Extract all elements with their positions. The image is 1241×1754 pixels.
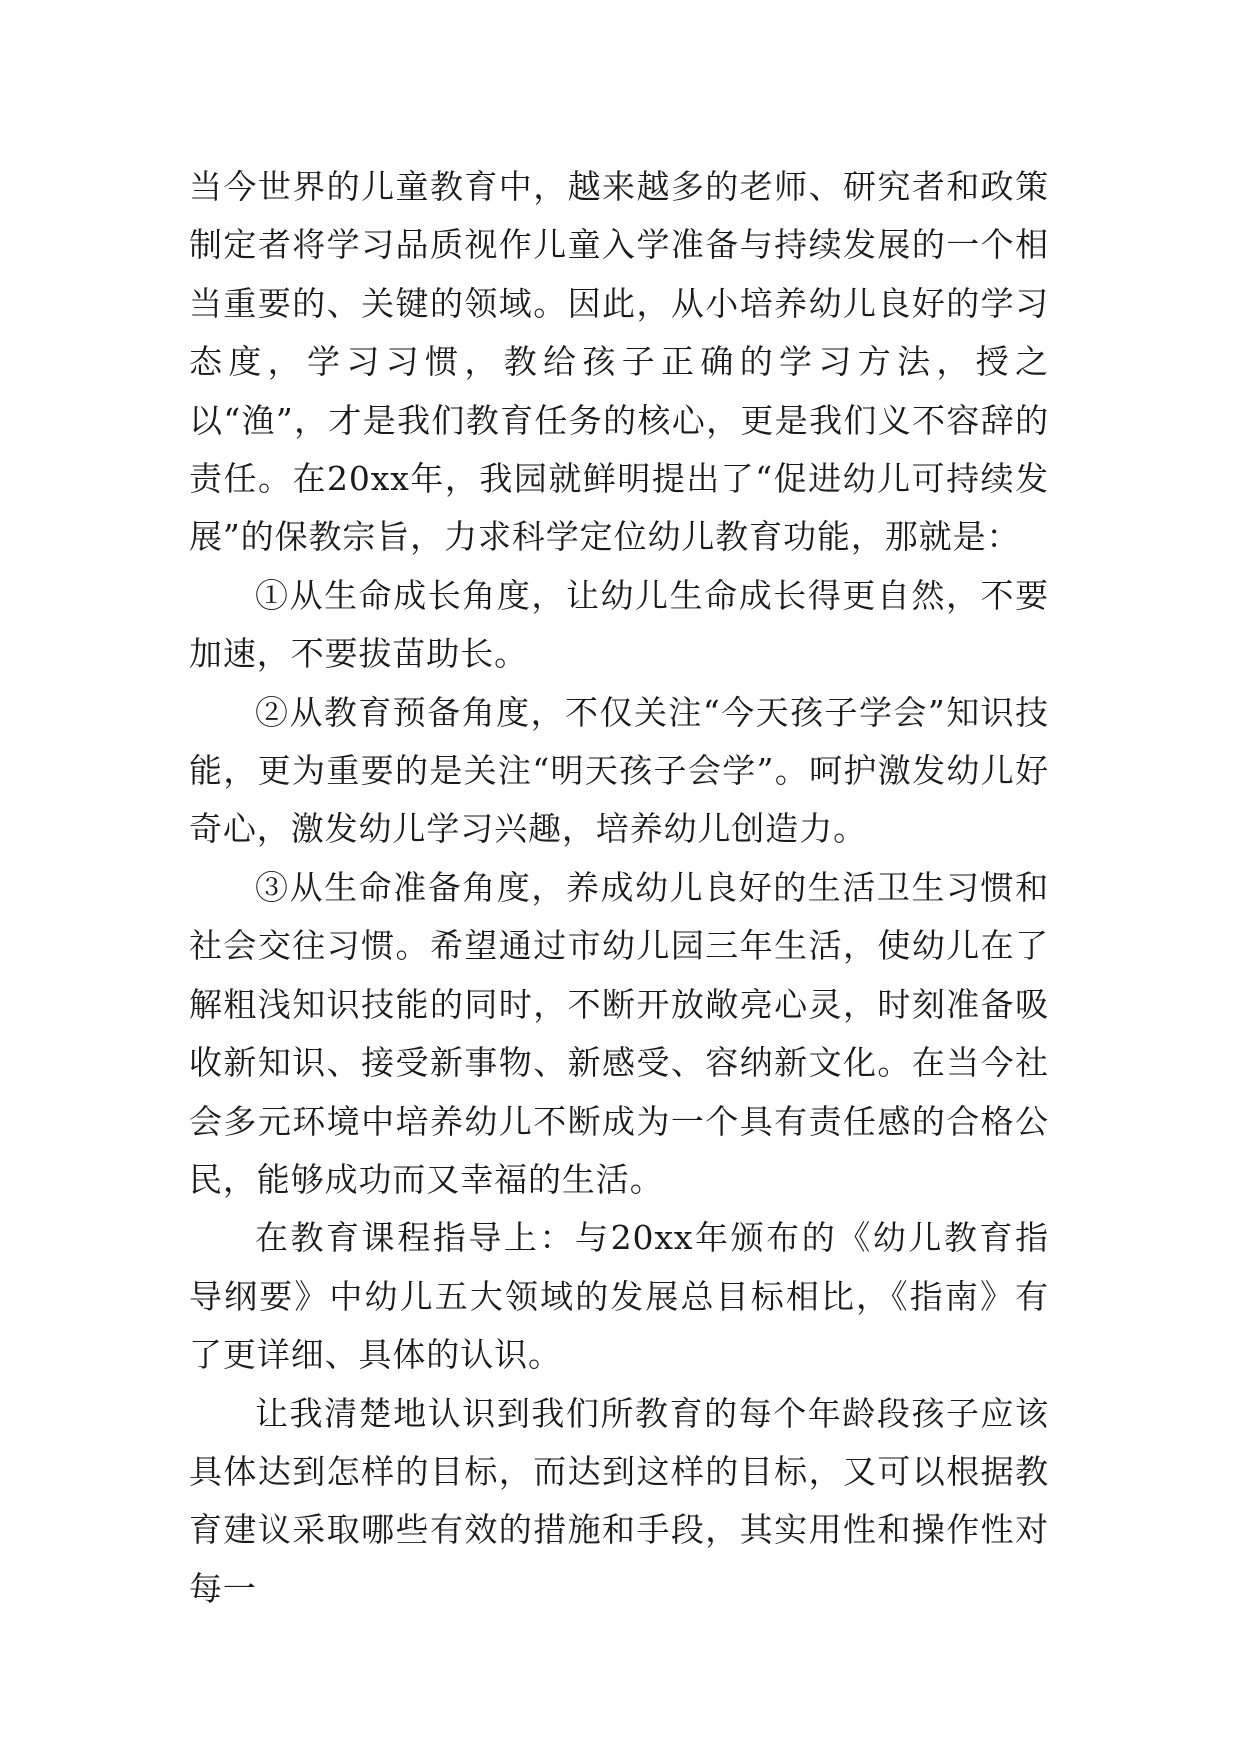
paragraph-intro: 当今世界的儿童教育中，越来越多的老师、研究者和政策制定者将学习品质视作儿童入学准备与持续发展的一个相当重要的、关键的领域。因此，从小培养幼儿良好的学习态度，学习习惯，教给孩子正确的学习方法，授之以“渔”，才是我们教育任务的核心，更是我们义不容辞的责任。在20xx年，我园就鲜明提出了“促进幼儿可持续发展”的保教宗旨，力求科学定位幼儿教育功能，那就是： <box>189 167 1049 557</box>
paragraph-point-3: ③从生命准备角度，养成幼儿良好的生活卫生习惯和社会交往习惯。希望通过市幼儿园三年生活，使幼儿在了解粗浅知识技能的同时，不断开放敞亮心灵，时刻准备吸收新知识、接受新事物、新感受、容纳新文化。在当今社会多元环境中培养幼儿不断成为一个具有责任感的合格公民，能够成功而又幸福的生活。 <box>189 867 1049 1199</box>
document-body <box>189 158 1049 1618</box>
paragraph-point-2: ②从教育预备角度，不仅关注“今天孩子学会”知识技能，更为重要的是关注“明天孩子会学”。呵护激发幼儿好奇心，激发幼儿学习兴趣，培养幼儿创造力。 <box>189 692 1049 849</box>
paragraph-point-1: ①从生命成长角度，让幼儿生命成长得更自然，不要加速，不要拔苗助长。 <box>189 575 1049 674</box>
paragraph-reflection: 让我清楚地认识到我们所教育的每个年龄段孩子应该具体达到怎样的目标，而达到这样的目标，又可以根据教育建议采取哪些有效的措施和手段，其实用性和操作性对每一 <box>189 1393 1049 1608</box>
paragraph-curriculum: 在教育课程指导上：与20xx年颁布的《幼儿教育指导纲要》中幼儿五大领域的发展总目标相比，《指南》有了更详细、具体的认识。 <box>189 1218 1049 1375</box>
